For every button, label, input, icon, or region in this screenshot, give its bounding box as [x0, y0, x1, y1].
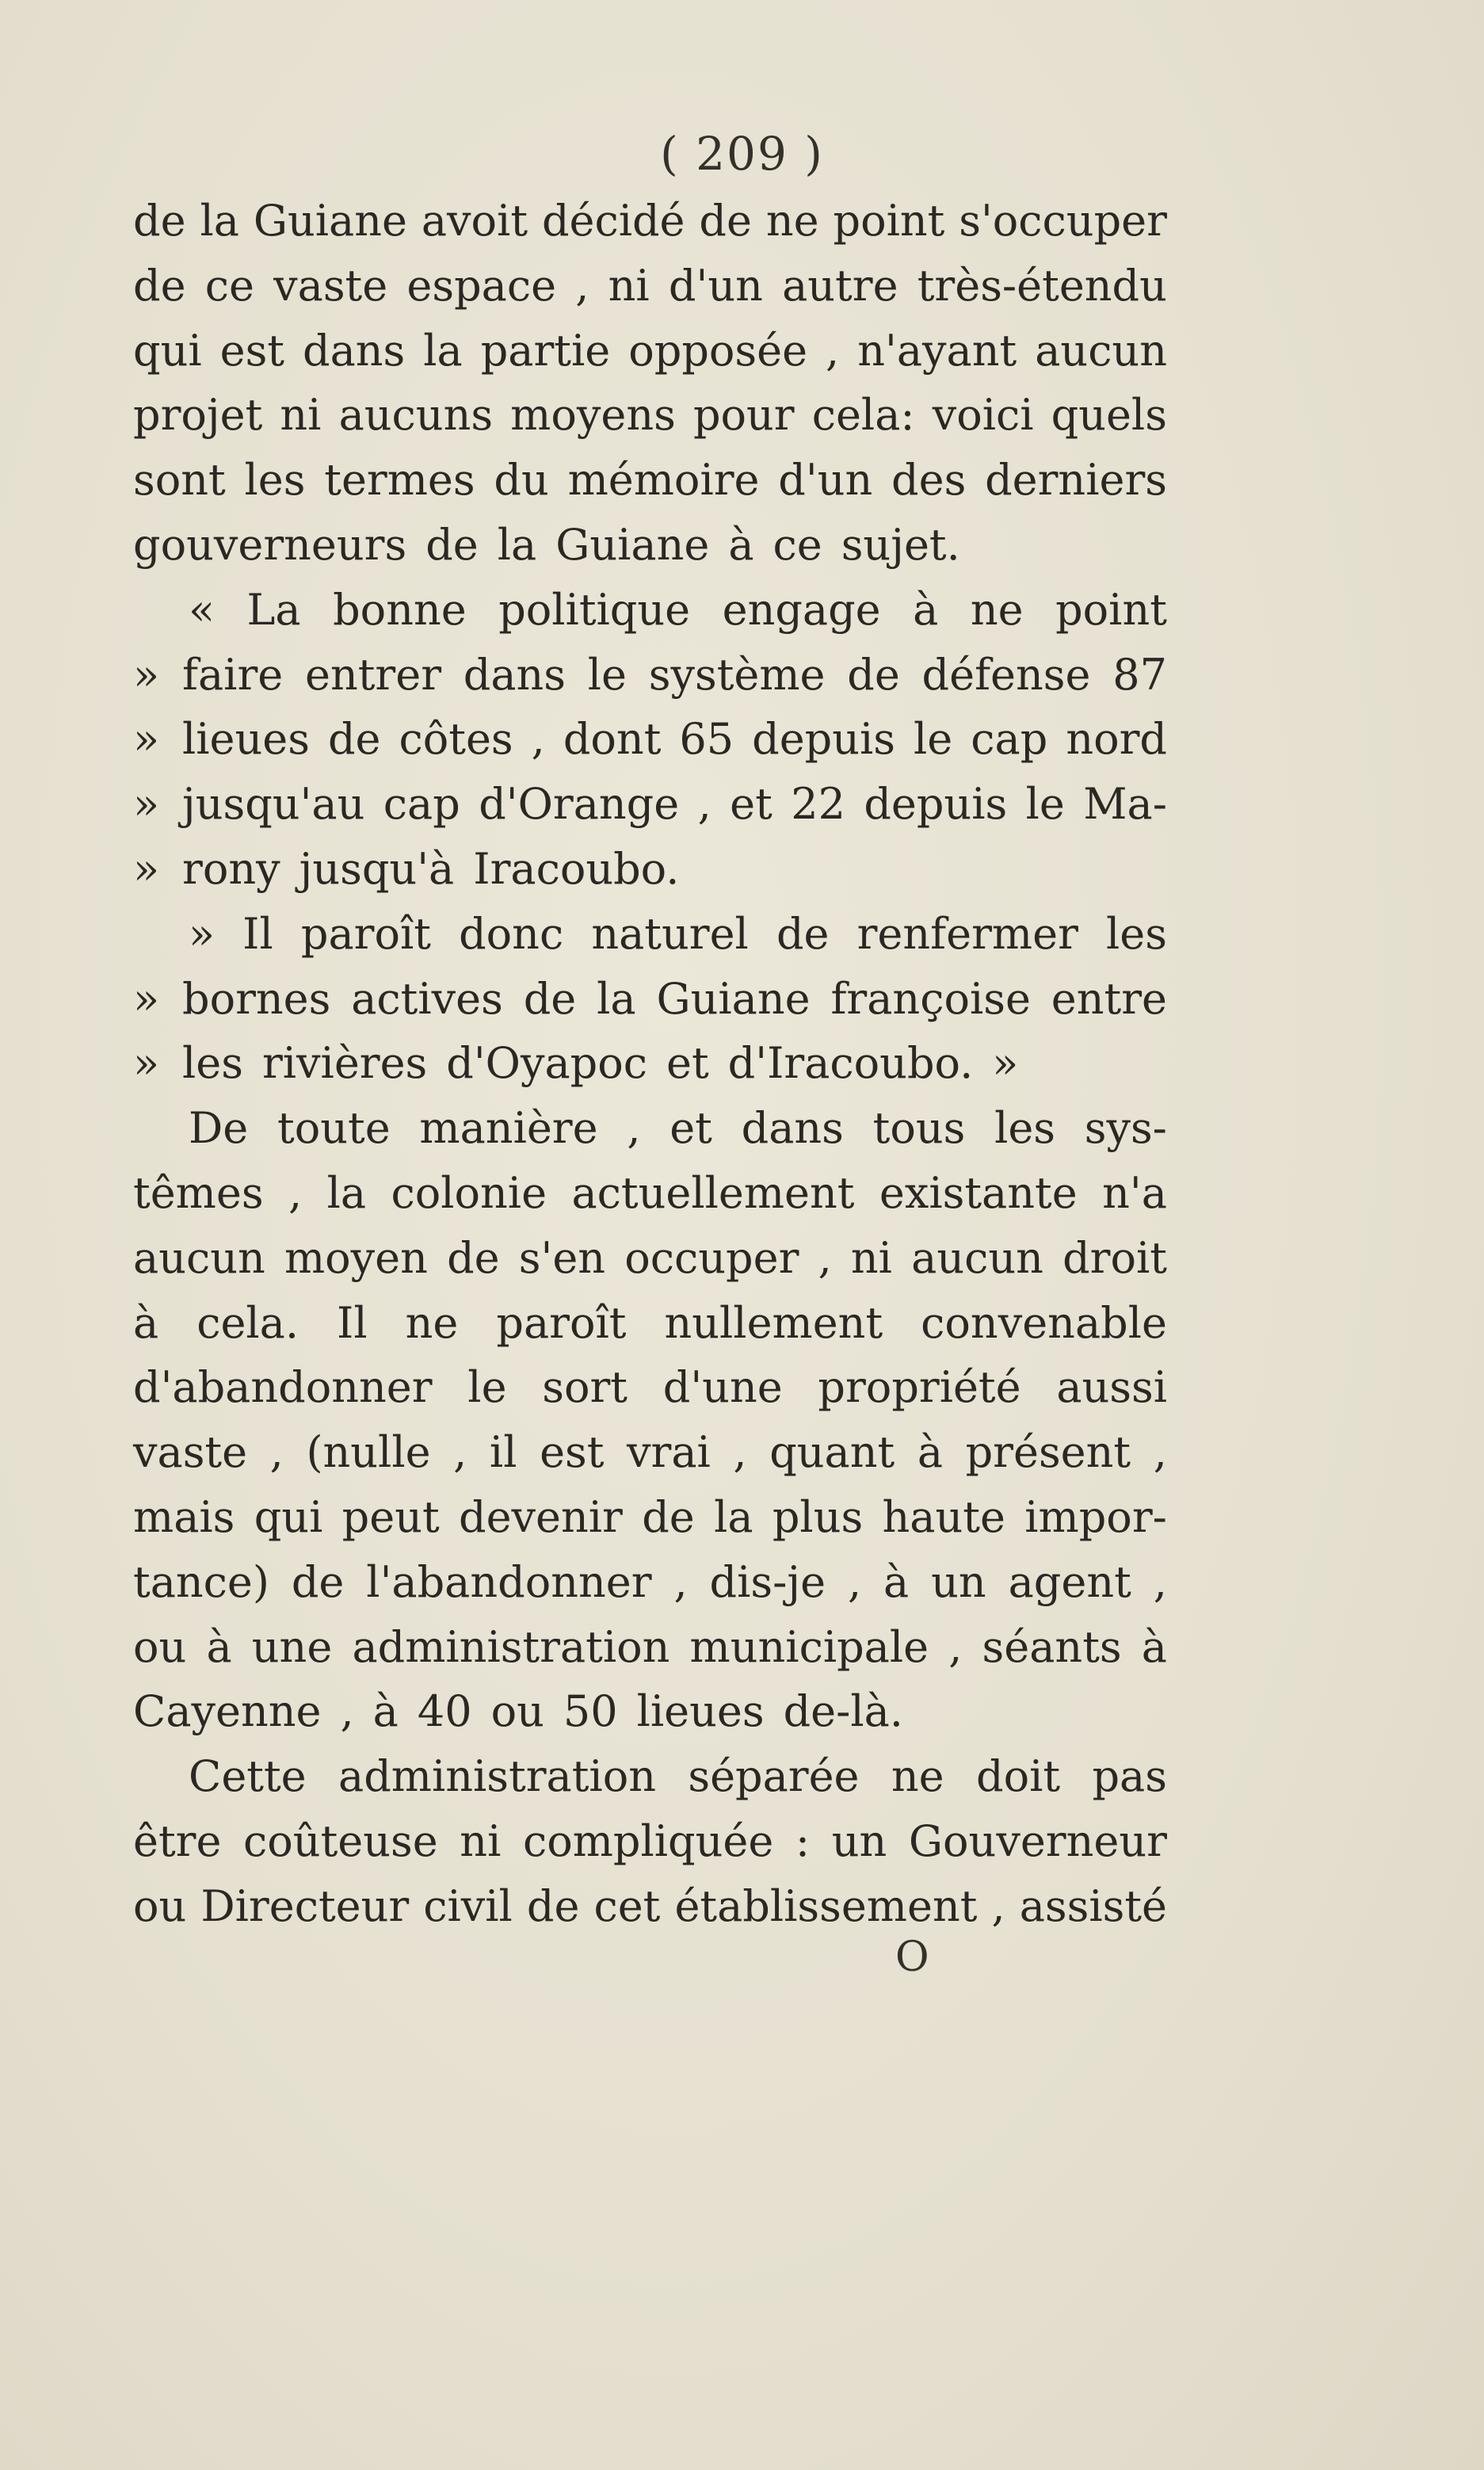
word: aucuns — [338, 390, 494, 441]
word: ni — [850, 1232, 892, 1283]
text-line — [133, 1355, 1167, 1420]
word: point — [833, 196, 945, 246]
word: le — [467, 1362, 507, 1413]
text-line — [133, 772, 1167, 837]
word: peut — [341, 1491, 440, 1542]
word: qui — [133, 325, 202, 376]
word: agent — [1008, 1556, 1131, 1607]
line-text — [182, 1031, 1167, 1096]
word: compliquée — [522, 1815, 774, 1866]
word: dans — [303, 325, 406, 376]
word: un — [831, 1815, 887, 1866]
word: ou — [490, 1686, 544, 1737]
word: de — [526, 1880, 580, 1931]
word: Il — [242, 908, 273, 959]
page-number: ( 209 ) — [660, 127, 824, 181]
word: Il — [337, 1297, 368, 1348]
word: 22 — [791, 779, 845, 830]
text-line — [133, 1809, 1167, 1874]
word: rony — [182, 843, 280, 894]
word: 65 — [679, 714, 734, 765]
word: cela: — [811, 390, 915, 441]
word: paroît — [300, 908, 431, 959]
word: la — [326, 1167, 367, 1218]
word: être — [133, 1815, 222, 1866]
word: actuellement — [571, 1167, 855, 1218]
word: ce — [773, 519, 822, 570]
text-line — [133, 513, 1167, 578]
word: n'ayant — [857, 325, 1017, 376]
word: opposée — [628, 325, 808, 376]
word: , — [1153, 1427, 1167, 1478]
word: termes — [324, 455, 475, 506]
text-line — [133, 1744, 1167, 1809]
quote-mark: » — [133, 714, 160, 765]
word: , — [847, 1556, 862, 1607]
text-line — [133, 1420, 1167, 1485]
word: séants — [982, 1621, 1122, 1672]
word: , — [697, 779, 711, 830]
word: occuper — [624, 1232, 799, 1283]
word: à — [917, 1427, 944, 1478]
word: voici — [932, 390, 1034, 441]
word: il — [489, 1427, 517, 1478]
line-text — [182, 967, 1167, 1032]
word: derniers — [985, 455, 1167, 506]
text-line — [133, 448, 1167, 513]
text-line — [133, 578, 1167, 643]
word: , — [1153, 1556, 1167, 1607]
word: des — [891, 455, 967, 506]
word: qui — [254, 1491, 323, 1542]
word: du — [494, 455, 549, 506]
word: ne — [970, 584, 1024, 635]
word: sort — [542, 1362, 628, 1413]
word: d'un — [778, 455, 873, 506]
word: et — [670, 1103, 712, 1154]
word: à — [206, 1621, 232, 1672]
word: de — [847, 649, 900, 700]
word: autre — [782, 260, 898, 311]
word: et — [730, 779, 773, 830]
word: administration — [352, 1621, 670, 1672]
word: (nulle — [306, 1427, 431, 1478]
word: , — [340, 1686, 354, 1737]
word: de — [425, 519, 479, 570]
quote-mark: » — [133, 779, 160, 830]
word: la — [423, 325, 463, 376]
word: assisté — [1019, 1880, 1167, 1931]
text-line — [133, 1874, 1167, 1939]
word: , — [288, 1167, 303, 1218]
word: impor- — [1024, 1491, 1167, 1542]
word: depuis — [864, 779, 1008, 830]
word: jusqu'au — [182, 779, 365, 830]
word: Gouverneur — [908, 1815, 1167, 1866]
word: Guiane — [656, 973, 811, 1024]
quote-mark: » — [133, 649, 160, 700]
word: de — [291, 1556, 345, 1607]
word: aucun — [133, 1232, 265, 1283]
word: dont — [563, 714, 662, 765]
word: ni — [608, 260, 650, 311]
word: les — [244, 455, 306, 506]
word: La — [246, 584, 301, 635]
word: ne — [405, 1297, 459, 1348]
word: Guiane — [555, 519, 710, 570]
word: établissement — [674, 1880, 978, 1931]
word: très-étendu — [917, 260, 1167, 311]
word: colonie — [391, 1167, 547, 1218]
word: municipale — [689, 1621, 929, 1672]
word: côtes — [399, 714, 513, 765]
word: coûteuse — [243, 1815, 438, 1866]
word: françoise — [830, 973, 1031, 1024]
word: existante — [879, 1167, 1078, 1218]
word: point — [1055, 584, 1167, 635]
word: de — [133, 260, 186, 311]
word: pas — [1092, 1751, 1167, 1802]
word: ne — [765, 196, 819, 246]
word: gouverneurs — [133, 519, 407, 570]
word: entrer — [304, 649, 442, 700]
word: de — [699, 196, 752, 246]
word: tous — [872, 1103, 966, 1154]
word: faire — [182, 649, 284, 700]
word: paroît — [496, 1297, 627, 1348]
word: , — [818, 1232, 832, 1283]
word: , — [453, 1427, 467, 1478]
word: haute — [882, 1491, 1005, 1542]
signature-mark: O — [895, 1934, 929, 1981]
word: 87 — [1112, 649, 1167, 700]
word: engage — [722, 584, 881, 635]
word: avoit — [421, 196, 528, 246]
word: l'abandonner — [366, 1556, 652, 1607]
word: vaste — [273, 260, 388, 311]
word: Iracoubo. — [473, 843, 680, 894]
word: cet — [593, 1880, 661, 1931]
word: aucun — [911, 1232, 1043, 1283]
word: à — [913, 584, 939, 635]
word: le — [587, 649, 628, 700]
text-block — [133, 189, 1167, 1939]
word: lieues — [182, 714, 310, 765]
text-line — [133, 1615, 1167, 1680]
word: donc — [459, 908, 564, 959]
word: dans — [741, 1103, 844, 1154]
word: plus — [772, 1491, 864, 1542]
word: ne — [891, 1751, 944, 1802]
word: de-là. — [783, 1686, 903, 1737]
word: la — [597, 973, 636, 1024]
word: , — [627, 1103, 641, 1154]
line-text — [182, 707, 1167, 772]
word: Directeur — [200, 1880, 410, 1931]
word: rivières — [261, 1038, 428, 1089]
word: partie — [480, 325, 611, 376]
word: » — [992, 1038, 1019, 1089]
word: » — [189, 908, 216, 959]
word: la — [497, 519, 537, 570]
word: à — [1141, 1621, 1167, 1672]
text-line — [133, 1679, 1167, 1744]
word: de — [776, 908, 830, 959]
word: quels — [1051, 390, 1167, 441]
word: à — [728, 519, 754, 570]
word: bornes — [182, 973, 331, 1024]
word: moyen — [284, 1232, 428, 1283]
word: , — [531, 714, 545, 765]
word: mémoire — [567, 455, 760, 506]
text-line — [133, 707, 1167, 772]
word: espace — [406, 260, 557, 311]
word: , — [673, 1556, 688, 1607]
word: projet — [133, 390, 263, 441]
word: jusqu'à — [299, 843, 455, 894]
word: sys- — [1084, 1103, 1167, 1154]
word: ou — [133, 1621, 187, 1672]
word: politique — [498, 584, 691, 635]
word: Cette — [189, 1751, 307, 1802]
word: , — [826, 325, 840, 376]
word: ce — [204, 260, 254, 311]
word: depuis — [752, 714, 896, 765]
word: système — [648, 649, 826, 700]
word: moyens — [510, 390, 676, 441]
word: , — [948, 1621, 963, 1672]
word: et — [666, 1038, 709, 1089]
word: lieues — [636, 1686, 765, 1737]
word: tance) — [133, 1556, 269, 1607]
word: le — [1025, 779, 1065, 830]
word: actives — [351, 973, 503, 1024]
word: défense — [921, 649, 1091, 700]
text-line — [133, 837, 1167, 902]
text-line — [133, 319, 1167, 384]
text-line — [133, 1550, 1167, 1615]
word: d'Oyapoc — [446, 1038, 647, 1089]
word: s'occuper — [959, 196, 1167, 246]
word: vrai — [627, 1427, 711, 1478]
word: quant — [769, 1427, 895, 1478]
word: les — [994, 1103, 1056, 1154]
word: civil — [423, 1880, 513, 1931]
word: ni — [280, 390, 322, 441]
line-text — [182, 837, 1167, 902]
word: renfermer — [856, 908, 1078, 959]
word: entre — [1051, 973, 1167, 1024]
word: cap — [383, 779, 460, 830]
text-line — [133, 189, 1167, 254]
word: de — [133, 196, 186, 246]
word: naturel — [591, 908, 749, 959]
word: cap — [971, 714, 1048, 765]
word: est — [219, 325, 284, 376]
word: présent — [965, 1427, 1131, 1478]
word: d'une — [662, 1362, 783, 1413]
quote-mark: » — [133, 843, 160, 894]
line-text — [182, 772, 1167, 837]
word: devenir — [459, 1491, 623, 1542]
word: une — [251, 1621, 333, 1672]
word: Cayenne — [133, 1686, 322, 1737]
word: manière — [419, 1103, 598, 1154]
word: décidé — [541, 196, 685, 246]
word: séparée — [688, 1751, 860, 1802]
word: n'a — [1102, 1167, 1167, 1218]
word: nullement — [664, 1297, 883, 1348]
word: , — [733, 1427, 747, 1478]
text-line — [133, 254, 1167, 319]
word: Guiane — [253, 196, 407, 246]
word: à — [372, 1686, 399, 1737]
word: les — [1106, 908, 1167, 959]
word: les — [182, 1038, 243, 1089]
word: à — [883, 1556, 910, 1607]
word: De — [189, 1103, 249, 1154]
word: d'un — [668, 260, 763, 311]
word: doit — [976, 1751, 1061, 1802]
word: propriété — [818, 1362, 1021, 1413]
word: « — [189, 584, 216, 635]
word: , — [269, 1427, 284, 1478]
word: : — [795, 1815, 811, 1866]
word: cela. — [196, 1297, 299, 1348]
word: toute — [277, 1103, 391, 1154]
word: aussi — [1056, 1362, 1167, 1413]
quote-mark: » — [133, 1038, 160, 1089]
text-line — [133, 1485, 1167, 1550]
word: 40 — [417, 1686, 472, 1737]
word: de — [447, 1232, 500, 1283]
word: de — [523, 973, 577, 1024]
text-line — [133, 383, 1167, 448]
word: nord — [1066, 714, 1167, 765]
word: administration — [338, 1751, 656, 1802]
word: ni — [460, 1815, 502, 1866]
word: d'Orange — [479, 779, 680, 830]
text-line — [133, 643, 1167, 708]
text-line — [133, 1226, 1167, 1291]
word: à — [133, 1297, 159, 1348]
word: de — [642, 1491, 695, 1542]
word: vaste — [133, 1427, 248, 1478]
word: la — [200, 196, 239, 246]
word: droit — [1062, 1232, 1167, 1283]
word: est — [540, 1427, 605, 1478]
text-line — [133, 1096, 1167, 1161]
word: d'abandonner — [133, 1362, 433, 1413]
quote-mark: » — [133, 973, 160, 1024]
word: Ma- — [1083, 779, 1167, 830]
word: s'en — [518, 1232, 606, 1283]
word: sont — [133, 455, 226, 506]
line-text — [182, 643, 1167, 708]
word: , — [575, 260, 589, 311]
word: mais — [133, 1491, 235, 1542]
word: têmes — [133, 1167, 264, 1218]
word: pour — [692, 390, 795, 441]
word: aucun — [1035, 325, 1167, 376]
word: , — [991, 1880, 1005, 1931]
text-line — [133, 1031, 1167, 1096]
word: dans — [463, 649, 567, 700]
text-line — [133, 1291, 1167, 1356]
text-line — [133, 967, 1167, 1032]
word: de — [327, 714, 381, 765]
word: 50 — [563, 1686, 618, 1737]
word: un — [931, 1556, 986, 1607]
word: sujet. — [841, 519, 960, 570]
word: dis-je — [709, 1556, 826, 1607]
word: le — [914, 714, 953, 765]
word: convenable — [921, 1297, 1167, 1348]
word: la — [714, 1491, 753, 1542]
text-line — [133, 1161, 1167, 1226]
word: ou — [133, 1880, 187, 1931]
word: d'Iracoubo. — [727, 1038, 974, 1089]
word: bonne — [333, 584, 467, 635]
text-line — [133, 902, 1167, 967]
